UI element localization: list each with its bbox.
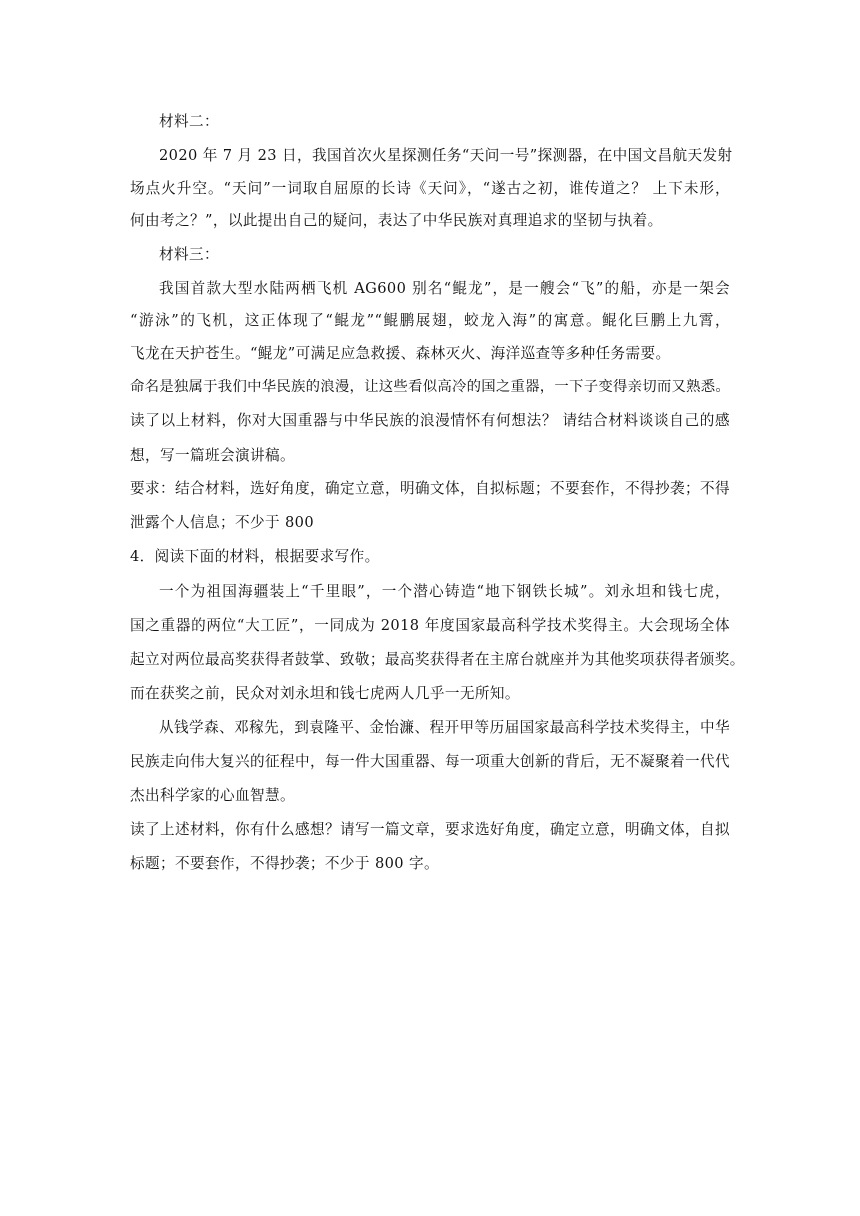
question-4-para-2-line-1: 从钱学森、邓稼先，到袁隆平、金怡濂、程开甲等历届国家最高科学技术奖得主，中华 — [159, 719, 730, 736]
requirement-3-line-2: 泄露个人信息；不少于 800 — [130, 514, 315, 531]
material-3-line-1: 我国首款大型水陆两栖飞机 AG600 别名“鲲龙”，是一艘会“飞”的船，亦是一架会 — [159, 280, 730, 297]
material-2-heading: 材料二： — [159, 113, 219, 130]
material-3-heading: 材料三： — [159, 246, 219, 263]
question-4-para-1-line-2: 国之重器的两位“大工匠”，一同成为 2018 年度国家最高科学技术奖得主。大会现场全体 — [130, 617, 730, 634]
question-4-title: 4．阅读下面的材料，根据要求写作。 — [130, 548, 380, 565]
requirement-3-line-1: 要求：结合材料，选好角度，确定立意，明确文体，自拟标题；不要套作，不得抄袭；不得 — [130, 480, 730, 497]
question-4-para-2-line-3: 杰出科学家的心血智慧。 — [130, 787, 295, 804]
question-4-prompt-line-2: 标题；不要套作，不得抄袭；不少于 800 字。 — [130, 855, 440, 872]
material-2-line-3: 何由考之？”，以此提出自己的疑问，表达了中华民族对真理追求的坚韧与执着。 — [130, 212, 663, 229]
question-4-para-2-line-2: 民族走向伟大复兴的征程中，每一件大国重器、每一项重大创新的背后，无不凝聚着一代代 — [130, 753, 730, 770]
question-4-prompt-line-1: 读了上述材料，你有什么感想？请写一篇文章，要求选好角度，确定立意，明确文体，自拟 — [130, 821, 730, 838]
material-2-line-1: 2020 年 7 月 23 日，我国首次火星探测任务“天问一号”探测器，在中国文昌航天发射 — [159, 147, 733, 164]
question-4-para-1-line-1: 一个为祖国海疆装上“千里眼”，一个潜心铸造“地下钢铁长城”。刘永坦和钱七虎， — [159, 583, 730, 600]
closing-line: 命名是独属于我们中华民族的浪漫，让这些看似高冷的国之重器，一下子变得亲切而又熟悉。 — [130, 379, 730, 395]
question-4-para-1-line-3: 起立对两位最高奖获得者鼓掌、致敬；最高奖获得者在主席台就座并为其他奖项获得者颁奖。 — [130, 651, 745, 668]
question-4-para-1-line-4: 而在获奖之前，民众对刘永坦和钱七虎两人几乎一无所知。 — [130, 685, 520, 702]
material-3-line-2: “游泳”的飞机，这正体现了“鲲龙”“鲲鹏展翅，蛟龙入海”的寓意。鲲化巨鹏上九霄， — [130, 312, 730, 329]
prompt-3-line-2: 想，写一篇班会演讲稿。 — [130, 447, 295, 464]
material-3-line-3: 飞龙在天护苍生。“鲲龙”可满足应急救援、森林灭火、海洋巡查等多种任务需要。 — [130, 345, 671, 362]
prompt-3-line-1: 读了以上材料，你对大国重器与中华民族的浪漫情怀有何想法？ 请结合材料谈谈自己的感 — [130, 412, 730, 429]
material-2-line-2: 场点火升空。“天问”一词取自屈原的长诗《天问》，“遂古之初，谁传道之？ 上下未形， — [130, 180, 730, 197]
